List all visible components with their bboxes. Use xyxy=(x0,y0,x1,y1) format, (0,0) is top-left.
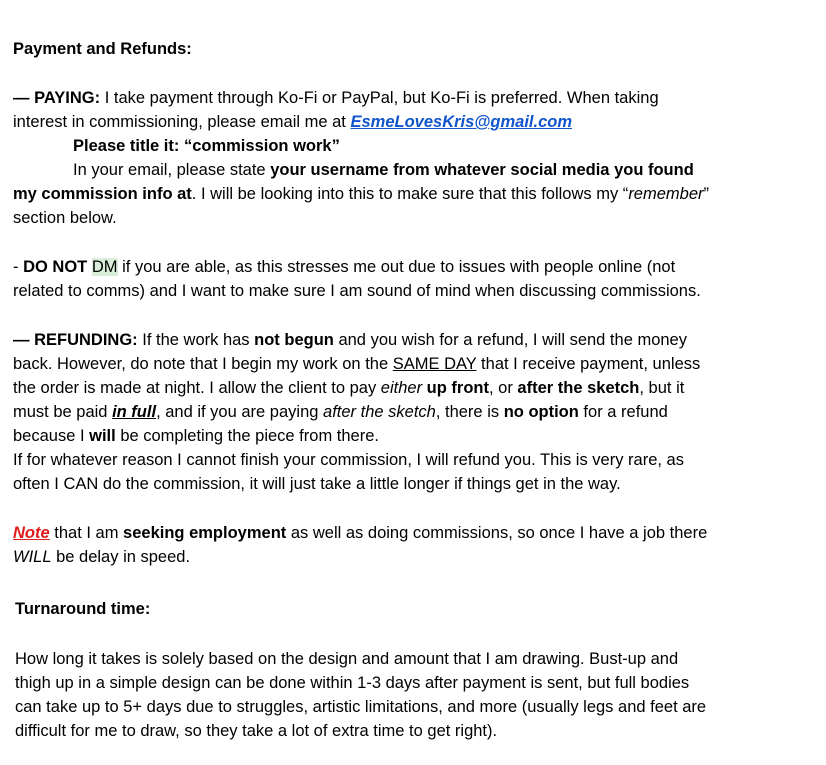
refund-text: must be paid xyxy=(13,403,113,421)
refund-text: that I receive payment, unless xyxy=(476,355,701,373)
refund-line-1 xyxy=(13,328,687,352)
refund-bold: not begun xyxy=(254,331,334,349)
turnaround-heading: Turnaround time: xyxy=(15,600,151,618)
will-italic: WILL xyxy=(13,548,52,566)
remember-close: ” xyxy=(703,185,709,203)
refund-text: back. However, do note that I begin my work on the xyxy=(13,355,393,373)
refund-text: , but it xyxy=(639,379,685,397)
payment-heading: Payment and Refunds: xyxy=(13,40,192,58)
up-front-text: up front xyxy=(426,379,489,397)
no-option-text: no option xyxy=(503,403,579,421)
refund-line-2 xyxy=(13,352,700,376)
refund-text: be completing the piece from there. xyxy=(115,427,379,445)
state-line-1 xyxy=(73,158,694,182)
refund-line-4 xyxy=(13,400,668,424)
refund-label: — REFUNDING: xyxy=(13,331,138,349)
dm-pre: - xyxy=(13,258,24,276)
state2-rest: . I will be looking into this to make sure that this follows my “ xyxy=(191,185,629,203)
paying-line-1 xyxy=(13,86,659,110)
note-text: as well as doing commissions, so once I have a job there xyxy=(286,524,708,542)
refund-text: , or xyxy=(488,379,518,397)
note-text: be delay in speed. xyxy=(51,548,191,566)
refund-text: , there is xyxy=(435,403,504,421)
note-line-1 xyxy=(13,521,707,545)
refund-text: for a refund xyxy=(578,403,668,421)
dm-bold: DO NOT xyxy=(23,258,88,276)
paying-text-1: I take payment through Ko-Fi or PayPal, but Ko-Fi is preferred. When taking xyxy=(100,89,659,107)
dm-line-1 xyxy=(13,255,675,279)
state2-bold: my commission info at xyxy=(13,185,192,203)
turnaround-line-1: How long it takes is solely based on the design and amount that I am drawing. Bust-up and xyxy=(15,650,679,668)
refund-text: the order is made at night. I allow the client to pay xyxy=(13,379,381,397)
note-line-2 xyxy=(13,545,190,569)
seeking-employment-text: seeking employment xyxy=(123,524,287,542)
email-link[interactable]: EsmeLovesKris@gmail.com xyxy=(350,113,572,131)
paying-line-2 xyxy=(13,110,572,134)
after-sketch-text: after the sketch xyxy=(517,379,640,397)
refund-text: If the work has xyxy=(137,331,255,349)
same-day-text: SAME DAY xyxy=(392,355,477,373)
note-text: that I am xyxy=(49,524,124,542)
state-bold: your username from whatever social media you found xyxy=(270,161,694,179)
refund-text: because I xyxy=(13,427,90,445)
paying-label: — PAYING: xyxy=(13,89,101,107)
refund-line-7: often I CAN do the commission, it will just take a little longer if things get in the way. xyxy=(13,475,621,493)
will-text: will xyxy=(89,427,116,445)
after-sketch-italic: after the sketch xyxy=(323,403,436,421)
dm-rest: if you are able, as this stresses me out due to issues with people online (not xyxy=(117,258,676,276)
refund-text: and you wish for a refund, I will send the money xyxy=(333,331,687,349)
either-text: either xyxy=(380,379,423,397)
remember-text: remember xyxy=(628,185,704,203)
turnaround-line-3: can take up to 5+ days due to struggles, artistic limitations, and more (usually legs and feet are xyxy=(15,698,707,716)
state-line-2 xyxy=(13,182,709,206)
turnaround-line-2: thigh up in a simple design can be done within 1-3 days after payment is sent, but full bodies xyxy=(15,674,690,692)
state-text: In your email, please state xyxy=(73,161,271,179)
refund-line-6: If for whatever reason I cannot finish your commission, I will refund you. This is very rare, as xyxy=(13,451,684,469)
turnaround-line-4: difficult for me to draw, so they take a lot of extra time to get right). xyxy=(15,722,498,740)
refund-text: , and if you are paying xyxy=(156,403,324,421)
paying-text-2: interest in commissioning, please email me at xyxy=(13,113,351,131)
refund-line-5 xyxy=(13,424,379,448)
title-instruction: Please title it: “commission work” xyxy=(73,137,340,155)
section-below-line: section below. xyxy=(13,209,117,227)
dm-highlight: DM xyxy=(91,258,118,276)
in-full-text: in full xyxy=(112,403,157,421)
refund-line-3 xyxy=(13,376,684,400)
dm-line-2: related to comms) and I want to make sure I am sound of mind when discussing commissions. xyxy=(13,282,701,300)
note-label: Note xyxy=(13,524,50,542)
